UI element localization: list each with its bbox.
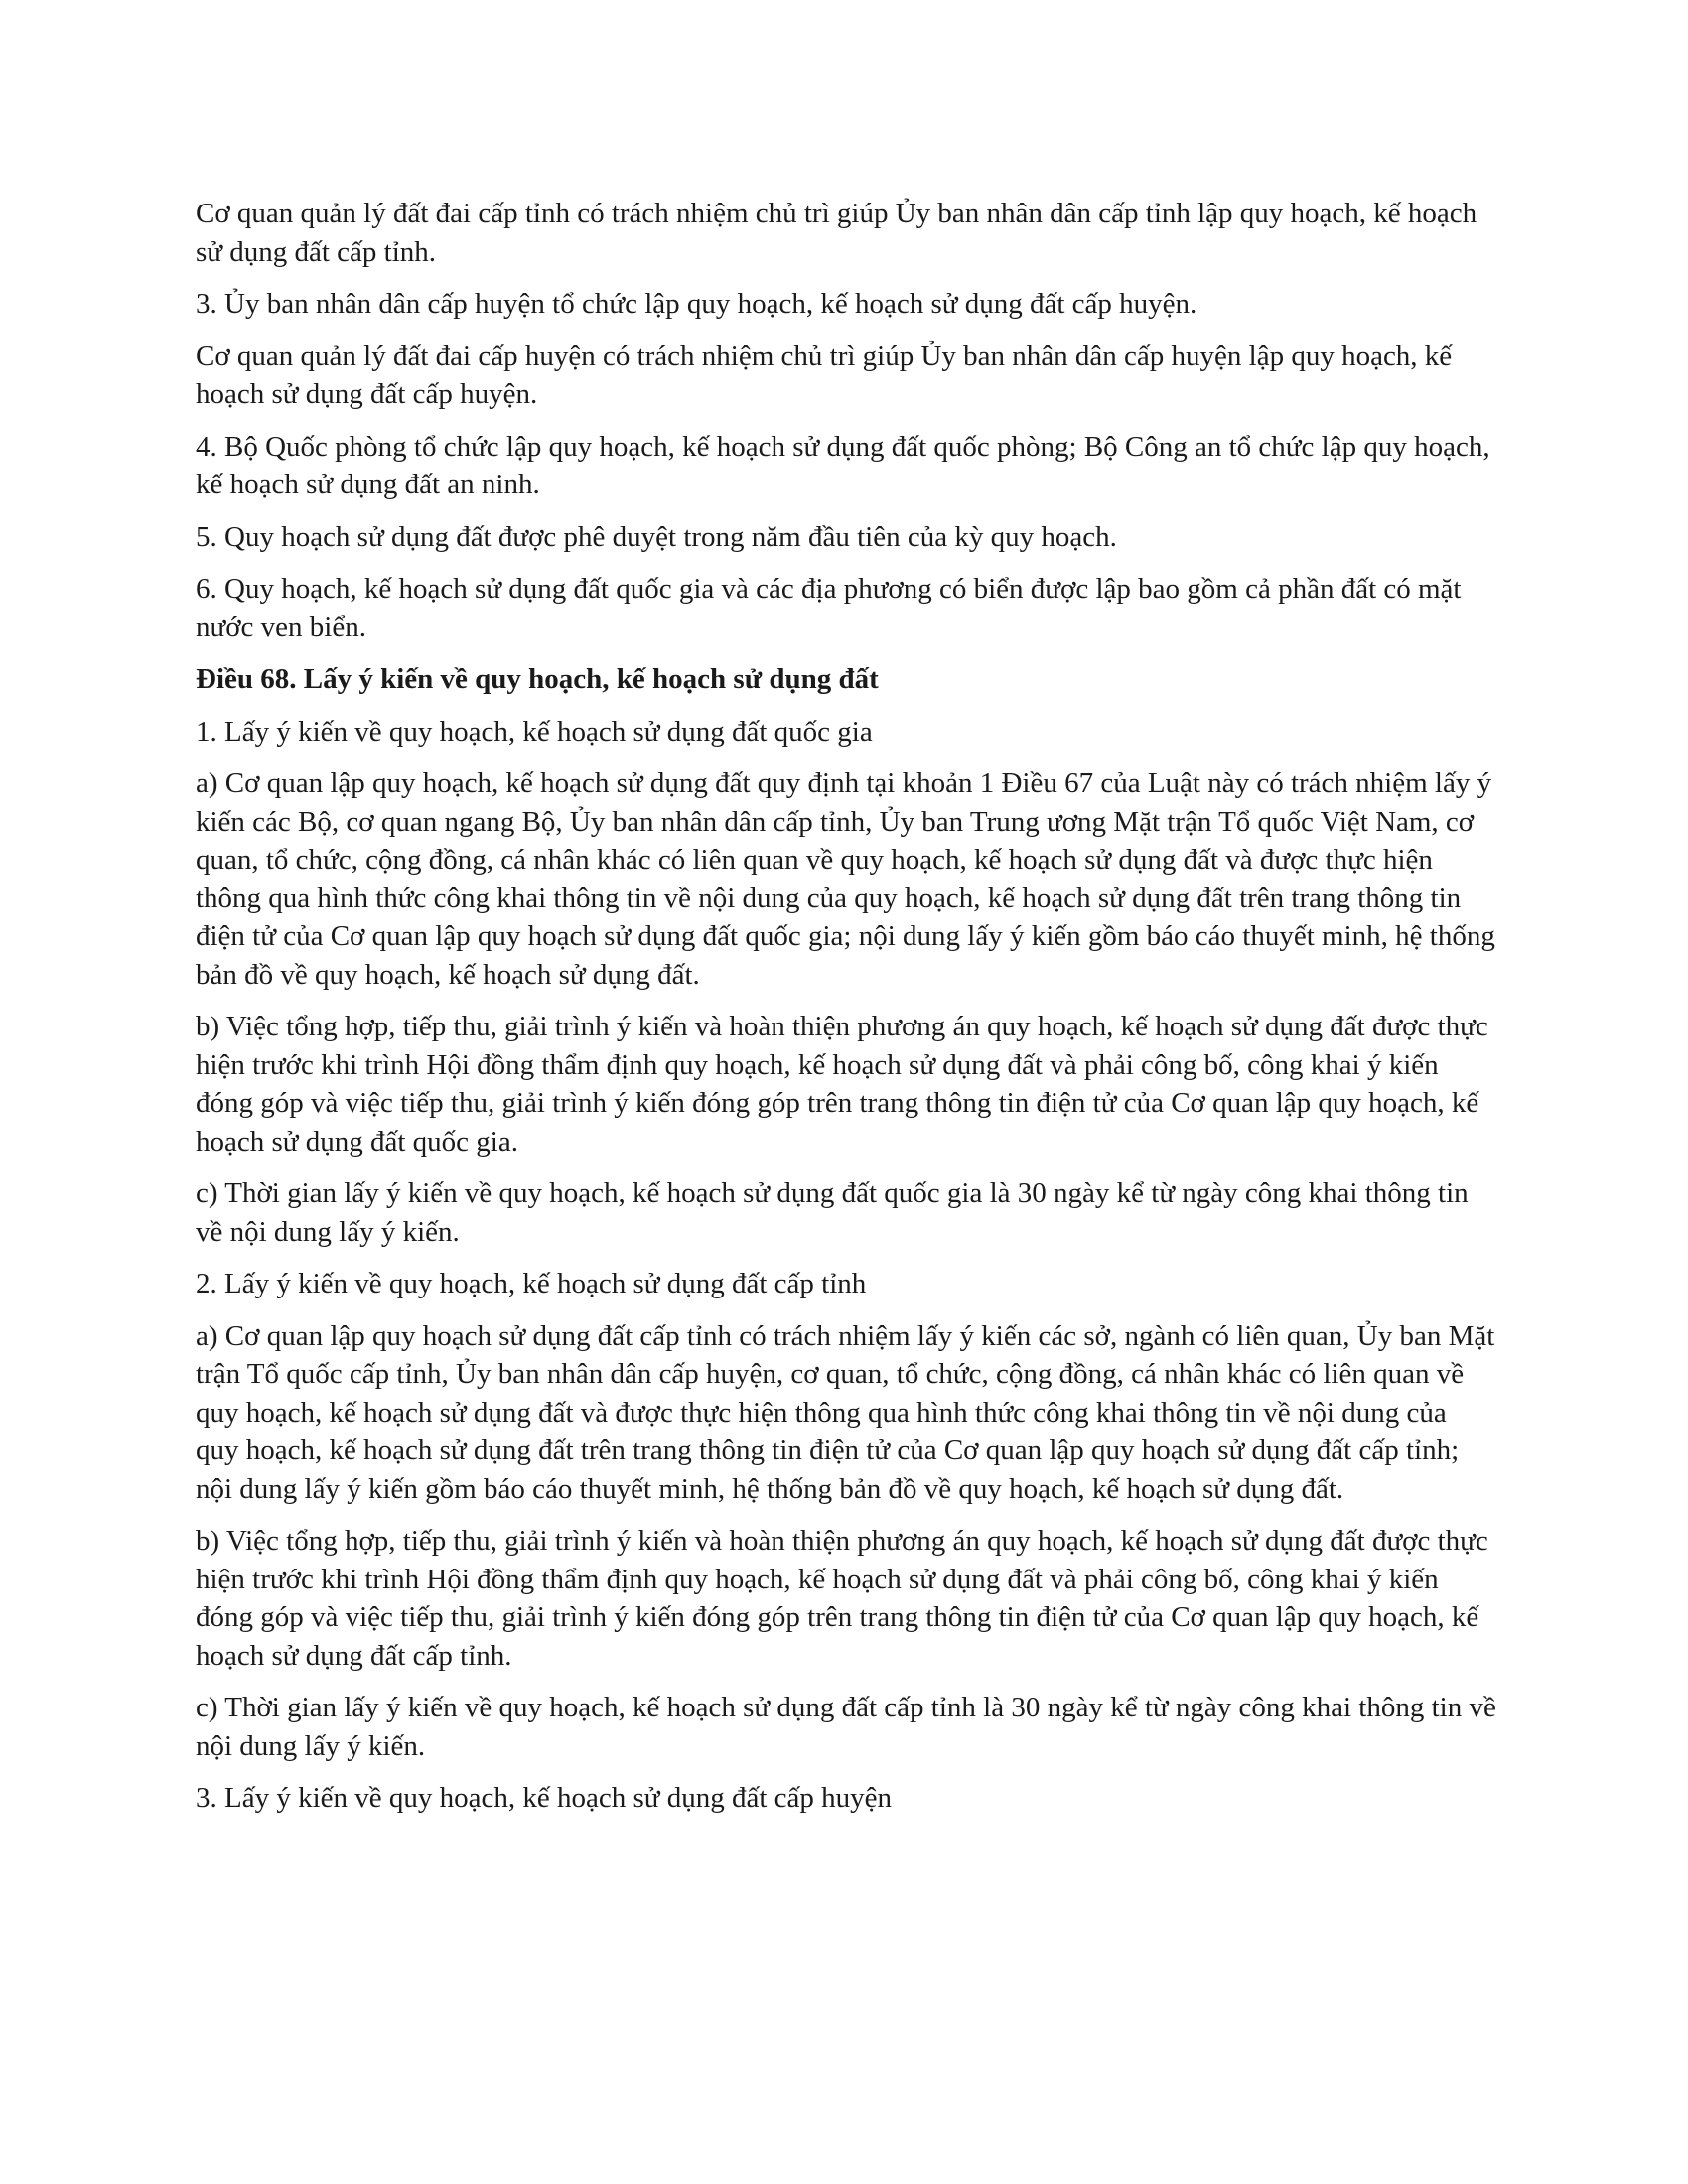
paragraph-district-agency: Cơ quan quản lý đất đai cấp huyện có trách nhiệm chủ trì giúp Ủy ban nhân dân cấp huyện lập quy hoạch, kế hoạch sử dụng đất cấp huyện. [196,340,1453,410]
article-68-clause-1-a: a) Cơ quan lập quy hoạch, kế hoạch sử dụng đất quy định tại khoản 1 Điều 67 của Luật này có trách nhiệm lấy ý kiến các Bộ, cơ quan ngang Bộ, Ủy ban nhân dân cấp tỉnh, Ủy ban Trung ương Mặt trận Tổ quốc Việt Nam, cơ quan, tổ chức, cộng đồng, cá nhân khác có liên quan về quy hoạch, kế hoạch sử dụng đất và được thực hiện thông qua hình thức công khai thông tin về nội dung của quy hoạch, kế hoạch sử dụng đất trên trang thông tin điện tử của Cơ quan lập quy hoạch sử dụng đất quốc gia; nội dung lấy ý kiến gồm báo cáo thuyết minh, hệ thống bản đồ về quy hoạch, kế hoạch sử dụng đất. [196,767,1495,991]
article-68-clause-2-a: a) Cơ quan lập quy hoạch sử dụng đất cấp tỉnh có trách nhiệm lấy ý kiến các sở, ngành có liên quan, Ủy ban Mặt trận Tổ quốc cấp tỉnh, Ủy ban nhân dân cấp huyện, cơ quan, tổ chức, cộng đồng, cá nhân khác có liên quan về quy hoạch, kế hoạch sử dụng đất và được thực hiện thông qua hình thức công khai thông tin về nội dung của quy hoạch, kế hoạch sử dụng đất trên trang thông tin điện tử của Cơ quan lập quy hoạch sử dụng đất cấp tỉnh; nội dung lấy ý kiến gồm báo cáo thuyết minh, hệ thống bản đồ về quy hoạch, kế hoạch sử dụng đất. [196,1319,1495,1505]
article-68-clause-1-c: c) Thời gian lấy ý kiến về quy hoạch, kế hoạch sử dụng đất quốc gia là 30 ngày kể từ ngày công khai thông tin về nội dung lấy ý kiến. [196,1177,1469,1248]
article-68-clause-2: 2. Lấy ý kiến về quy hoạch, kế hoạch sử dụng đất cấp tỉnh [196,1268,867,1299]
article-68-clause-2-b: b) Việc tổng hợp, tiếp thu, giải trình ý kiến và hoàn thiện phương án quy hoạch, kế hoạch sử dụng đất được thực hiện trước khi trình Hội đồng thẩm định quy hoạch, kế hoạch sử dụng đất và phải công bố, công khai ý kiến đóng góp và việc tiếp thu, giải trình ý kiến đóng góp trên trang thông tin điện tử của Cơ quan lập quy hoạch, kế hoạch sử dụng đất cấp tỉnh. [196,1525,1488,1672]
clause-5: 5. Quy hoạch sử dụng đất được phê duyệt trong năm đầu tiên của kỳ quy hoạch. [196,520,1117,553]
paragraph-provincial-agency: Cơ quan quản lý đất đai cấp tỉnh có trách nhiệm chủ trì giúp Ủy ban nhân dân cấp tỉnh lập quy hoạch, kế hoạch sử dụng đất cấp tỉnh. [196,198,1477,268]
article-68-clause-1-b: b) Việc tổng hợp, tiếp thu, giải trình ý kiến và hoàn thiện phương án quy hoạch, kế hoạch sử dụng đất được thực hiện trước khi trình Hội đồng thẩm định quy hoạch, kế hoạch sử dụng đất và phải công bố, công khai ý kiến đóng góp và việc tiếp thu, giải trình ý kiến đóng góp trên trang thông tin điện tử của Cơ quan lập quy hoạch, kế hoạch sử dụng đất quốc gia. [196,1011,1488,1158]
document-page [196,195,1496,1832]
article-68-clause-2-c: c) Thời gian lấy ý kiến về quy hoạch, kế hoạch sử dụng đất cấp tỉnh là 30 ngày kể từ ngày công khai thông tin về nội dung lấy ý kiến. [196,1692,1496,1762]
clause-6: 6. Quy hoạch, kế hoạch sử dụng đất quốc gia và các địa phương có biển được lập bao gồm cả phần đất có mặt nước ven biển. [196,573,1462,643]
clause-4: 4. Bộ Quốc phòng tổ chức lập quy hoạch, kế hoạch sử dụng đất quốc phòng; Bộ Công an tổ chức lập quy hoạch, kế hoạch sử dụng đất an ninh. [196,430,1490,500]
article-68-clause-3: 3. Lấy ý kiến về quy hoạch, kế hoạch sử dụng đất cấp huyện [196,1782,893,1814]
article-68-heading: Điều 68. Lấy ý kiến về quy hoạch, kế hoạch sử dụng đất [196,663,879,695]
clause-3: 3. Ủy ban nhân dân cấp huyện tổ chức lập quy hoạch, kế hoạch sử dụng đất cấp huyện. [196,288,1197,320]
article-68-clause-1: 1. Lấy ý kiến về quy hoạch, kế hoạch sử dụng đất quốc gia [196,715,873,748]
